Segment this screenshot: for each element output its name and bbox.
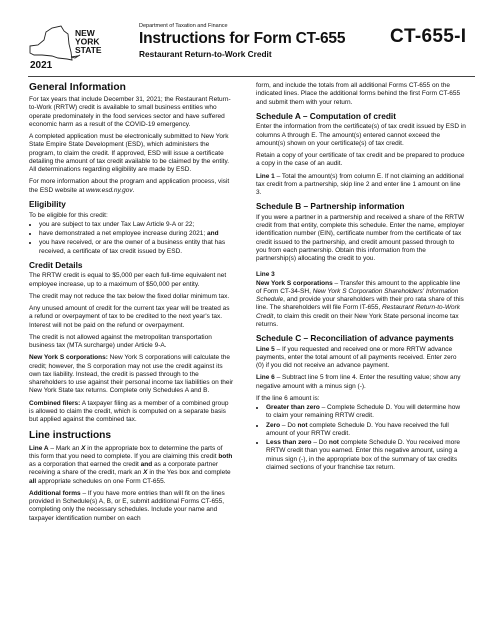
line-6-paragraph: [256, 374, 466, 391]
eligibility-item: • you are subject to tax under Tax Law Article 9-A or 22;: [39, 221, 234, 229]
line-1-label: Line 1: [256, 172, 275, 180]
credit-paragraph-2: The credit may not reduce the tax below the fixed dollar minimum tax.: [29, 292, 230, 300]
outcome-text: – Complete Schedule D. You will determine how to claim your remaining RRTW credit.: [266, 404, 461, 420]
outcome-less-than-zero: [266, 439, 466, 472]
schedule-b-paragraph: If you were a partner in a partnership and received a share of the RRTW credit from that entity, complete this schedule. Enter the name, employer identification number (EIN), certificate number from the certificate of tax credit issued to the partnership, and credit amount passed through to you from each partnership. Obtain this information from the partnership(s) allocating the credit to you.: [256, 213, 465, 263]
schedule-c-heading: Schedule C – Reconciliation of advance payments: [256, 333, 454, 344]
line-a-emphasis: and: [140, 461, 153, 468]
outcome-text: – Do: [311, 439, 329, 447]
right-column: [256, 80, 466, 476]
eligibility-item: • you have received, or are the owner of a business entity that has received, a certificate of tax credit issued by ESD.: [39, 239, 234, 256]
line-5-paragraph: [256, 346, 466, 371]
line-6-outcomes-list: [256, 404, 466, 472]
eligibility-item-text: have demonstrated a net employee increase during 2021;: [39, 230, 208, 237]
schedule-a-heading: Schedule A – Computation of credit: [256, 110, 396, 121]
outcome-text: – Do: [280, 421, 298, 429]
line-5-label: Line 5: [256, 345, 275, 353]
tax-year: 2021: [30, 60, 53, 70]
general-paragraph-3: [29, 178, 234, 195]
line-6-label: Line 6: [256, 374, 275, 382]
eligibility-item: [39, 230, 234, 238]
outcome-label: Zero: [266, 421, 281, 429]
outcome-label: Greater than zero: [266, 404, 320, 412]
s-corporation-text: New York S corporations will calculate the credit; however, the S corporation may not use the credit against its own tax liability. Instead, the credit is passed through to the shareholders to use against their personal income tax liabilities on their New York State tax returns. Complete only Schedules A and B.: [29, 354, 234, 395]
line-3-text: , and provide your shareholders with their pro rata share of this line. The shareholders will file Form IT-655,: [256, 296, 464, 312]
line-3-s-corp-label: New York S corporations: [256, 279, 333, 287]
line-3-label: Line 3: [256, 271, 275, 279]
continued-paragraph: form, and include the totals from all additional Forms CT-655 on the indicated lines. Place the additional forms behind the first Form CT-655 and submit them with your return.: [256, 82, 461, 106]
x-mark: X: [143, 469, 148, 477]
logo-line-york: YORK: [75, 36, 100, 47]
eligibility-and: and: [207, 230, 219, 237]
line-a-text: in the Yes box and complete: [147, 469, 231, 477]
additional-forms-paragraph: [29, 490, 234, 523]
s-corporation-label: New York S corporations:: [29, 354, 108, 362]
line-3-text: , to claim this credit on their New York State personal income tax returns.: [256, 312, 459, 328]
credit-paragraph-1: The RRTW credit is equal to $5,000 per each full-time equivalent net employee increase, up to a maximum of $50,000 per entity.: [29, 272, 227, 288]
outcome-not: not: [297, 421, 308, 429]
line-a-emphasis: both: [218, 452, 233, 460]
eligibility-heading: Eligibility: [29, 198, 66, 209]
line-a-text: in the appropriate box to determine the parts of this form that you need to complete. If you are claiming this credit: [29, 444, 223, 460]
page-subtitle: Restaurant Return-to-Work Credit: [139, 49, 272, 59]
general-p3-text: For more information about the program and application process, visit the ESD website at: [29, 178, 230, 194]
line-6-text: – Subtract line 5 from line 4. Enter the resulting value; show any negative amount with a minus sign (-).: [256, 374, 461, 390]
line-1-text: – Total the amount(s) from column E. If not claiming an additional tax credit from a partnership, skip line 2 and enter line 1 amount on line 3.: [256, 172, 464, 197]
line-a-text: as a corporate partner receiving a share of the credit, mark an: [29, 461, 218, 477]
new-york-state-logo: [28, 22, 128, 70]
page-title: Instructions for Form CT-655: [139, 30, 346, 47]
outcome-zero: [266, 422, 466, 439]
line-1-paragraph: [256, 173, 466, 198]
schedule-a-paragraph-2: Retain a copy of your certificate of tax credit and be prepared to produce a copy in the case of an audit.: [256, 152, 465, 168]
line-3-text: – Transfer this amount to the applicable line of Form CT-34-SH,: [256, 279, 461, 295]
credit-paragraph-3: Any unused amount of credit for the current tax year will be treated as a refund or overpayment of tax to be credited to the next year's tax. Interest will not be paid on the refund or overpayment.: [29, 305, 230, 329]
general-information-heading: General Information: [29, 82, 126, 93]
combined-filers-text: A taxpayer filing as a member of a combined group is allowed to claim the credit, which is computed on a separate basis but applied against the combined tax.: [29, 399, 229, 424]
header-divider: [28, 76, 475, 77]
general-paragraph-2: A completed application must be electronically submitted to New York State Empire State Development (ESD), which administers the program, to claim the credit. If approved, ESD will issue a certificate detailing the amount of tax credit available to be claimed by the entity. All determinations regarding eligibility are made by ESD.: [29, 133, 230, 174]
line-3-paragraph: [256, 280, 466, 330]
form-it-655-title: Restaurant Return-to-Work Credit: [256, 304, 460, 320]
esd-website-link[interactable]: www.esd.ny.gov: [86, 186, 133, 194]
combined-filers-paragraph: [29, 400, 234, 425]
ny-state-silhouette-icon: [30, 26, 80, 60]
outcome-greater-than-zero: [266, 404, 466, 421]
line-a-paragraph: [29, 445, 234, 486]
schedule-b-heading: Schedule B – Partnership information: [256, 201, 405, 212]
s-corporation-paragraph: [29, 354, 234, 395]
form-number: CT-655-I: [390, 26, 467, 47]
line-instructions-heading: Line instructions: [29, 430, 112, 442]
additional-forms-text: – If you have more entries than will fit on the lines provided in Schedule(s) A, B, or E, submit additional Forms CT-655, completing only the necessary schedules. Include your name and taxpayer identification number on each: [29, 489, 225, 522]
logo-line-new: NEW: [75, 28, 95, 38]
outcome-label: Less than zero: [266, 439, 312, 447]
line-6-intro: If the line 6 amount is:: [256, 394, 320, 402]
outcome-text: complete Schedule D. You have received the full amount of your RRTW credit.: [266, 421, 449, 437]
department-name: Department of Taxation and Finance: [139, 23, 228, 29]
additional-forms-label: Additional forms: [29, 489, 81, 497]
schedule-a-paragraph-1: Enter the information from the certificate(s) of tax credit issued by ESD in columns A through E. The amount(s) entered cannot exceed the amount(s) shown on your certificate(s) of tax credit.: [256, 123, 466, 147]
line-a-label: Line A: [29, 444, 49, 452]
form-ct-34-sh-title: New York S Corporation Shareholders' Information Schedule: [256, 287, 459, 304]
line-5-text: – If you requested and received one or more RRTW advance payments, enter the total amount of all payments received. Enter zero (0) if you did not receive an advance payment.: [256, 345, 457, 370]
line-a-text: as a corporation that earned the credit: [29, 461, 141, 468]
header: [0, 0, 495, 76]
x-mark: X: [81, 444, 86, 452]
eligibility-intro: To be eligible for this credit:: [29, 211, 108, 219]
credit-details-heading: Credit Details: [29, 259, 83, 270]
outcome-not: not: [328, 439, 339, 447]
line-a-text: – Mark an: [48, 444, 82, 452]
logo-line-state: STATE: [75, 45, 102, 55]
general-paragraph-1: For tax years that include December 31, 2021; the Restaurant Return-to-Work (RRTW) credit is available to small business entities who operate predominately in the food services sector and have suffered economic harm as a result of the COVID-19 emergency.: [29, 96, 231, 128]
outcome-text: complete Schedule D. You received more RRTW credit than you earned. Enter this negative amount, using a minus sign (-), in the appropriate box of the summary of tax credits claimed sections of your franchise tax return.: [266, 439, 461, 471]
line-a-text: appropriate schedules on one Form CT-655.: [36, 477, 166, 485]
line-a-emphasis: all: [29, 477, 37, 485]
credit-paragraph-4: The credit is not allowed against the metropolitan transportation business tax (MTA surcharge) under Article 9-A.: [29, 333, 212, 350]
combined-filers-label: Combined filers:: [29, 399, 81, 407]
left-column: [29, 80, 234, 527]
eligibility-list: [29, 221, 234, 256]
line-3-heading: [256, 271, 466, 279]
general-p3-end: .: [132, 186, 135, 194]
